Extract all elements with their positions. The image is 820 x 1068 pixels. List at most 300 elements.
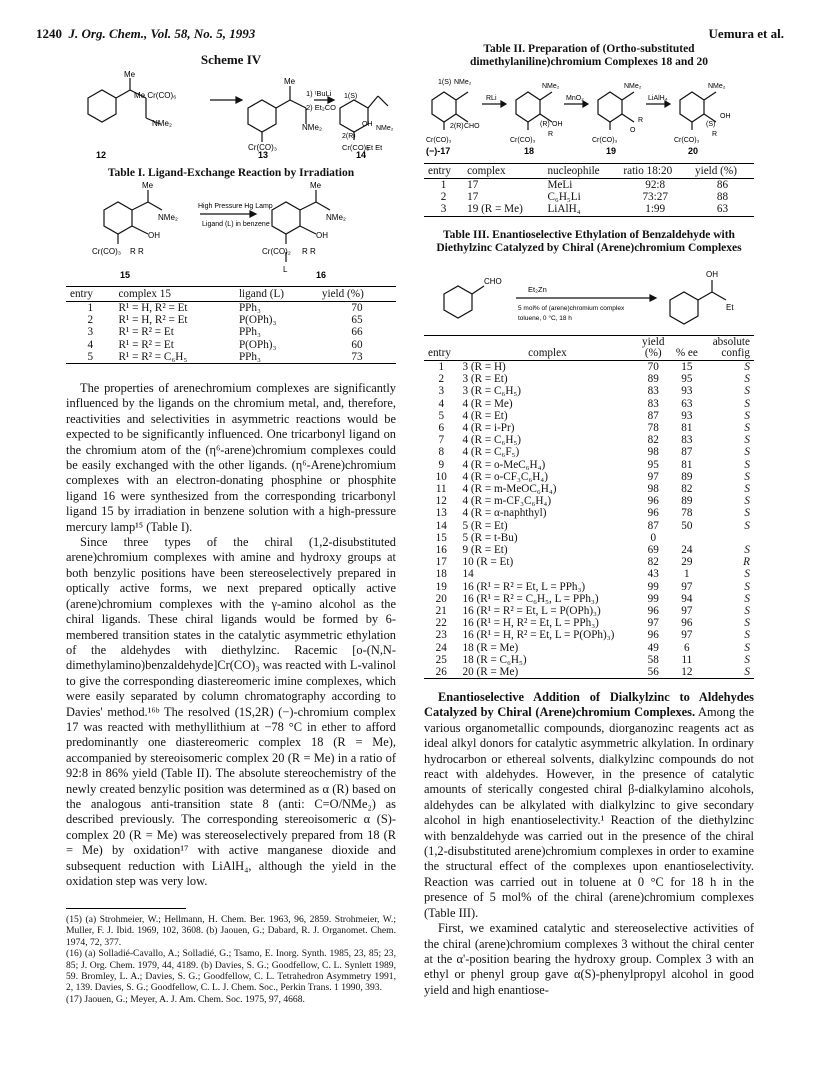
table-cell: 63 xyxy=(691,203,754,216)
table-cell: 66 xyxy=(351,326,363,339)
table-cell: PPh₃ xyxy=(235,351,318,364)
table3-label: Table III. xyxy=(443,229,490,241)
t1-nme2-left: NMe₂ xyxy=(158,213,178,222)
table-cell: 10 xyxy=(435,470,447,483)
reagent-2: 2) Et₂CO xyxy=(306,103,336,112)
table-cell: 5 (R = t-Bu) xyxy=(462,531,518,544)
stereo-2r: 2(R) xyxy=(342,133,356,140)
table-row xyxy=(424,179,754,192)
t2-stereo-a: 1(S) xyxy=(438,79,452,86)
th-ligand: ligand (L) xyxy=(235,287,318,302)
table2-label: Table II. xyxy=(483,43,526,55)
table-row xyxy=(424,422,754,434)
page-number: 1240 xyxy=(36,26,62,41)
t1-oh-left: OH xyxy=(148,231,160,240)
table-cell: S xyxy=(744,397,750,410)
paragraph xyxy=(424,690,754,921)
compound-14: 14 xyxy=(356,150,367,160)
table-header-row xyxy=(424,336,754,361)
table-cell: 8 xyxy=(438,446,445,459)
t3-oh: OH xyxy=(706,270,718,279)
table-cell: S xyxy=(744,592,750,605)
table-cell: 3 (R = C₆H₅) xyxy=(462,385,522,398)
table-cell: S xyxy=(744,580,750,593)
table-cell: 97 xyxy=(681,580,693,593)
t1-l: L xyxy=(283,265,288,274)
table-cell: 15 xyxy=(435,531,447,544)
table-cell: 4 xyxy=(438,397,445,410)
table-cell: 83 xyxy=(681,434,693,447)
table2-caption xyxy=(424,43,754,69)
table-cell: S xyxy=(744,617,750,630)
table-cell: R¹ = H, R² = Et xyxy=(118,314,188,327)
table-row xyxy=(66,351,396,364)
table-row xyxy=(424,593,754,605)
t2-oh-b: OH xyxy=(552,121,563,128)
table2 xyxy=(424,163,754,217)
table-cell: 82 xyxy=(647,434,659,447)
table-cell: S xyxy=(744,483,750,496)
table-cell: 97 xyxy=(647,617,659,630)
table-cell: S xyxy=(744,629,750,642)
t2-compound-17: (−)-17 xyxy=(426,146,451,156)
benzene-ring-13 xyxy=(248,100,276,132)
table-cell: 12 xyxy=(435,495,447,508)
table-cell: 9 xyxy=(438,458,445,471)
table-cell: S xyxy=(744,495,750,508)
table-cell: 3 xyxy=(438,385,445,398)
table-cell: 18 (R = C₆H₅) xyxy=(462,653,527,666)
t3-cho: CHO xyxy=(484,277,502,286)
th-yield: yield (%) xyxy=(691,164,754,179)
footnote-16: (16) (a) Solladié-Cavallo, A.; Solladié, G.; Tsamo, E. Inorg. Synth. 1985, 23, 85; 23, 85; J. Org. Chem. 1979, 44, 4189. (b) Davies, S. G.; Goodfellow, C. L. Synlett 1989, 59. Bromley, L. A.; Davies, S. G.; Goodfellow, C. L. Tetrahedron Asymmetry 1991, 2, 139. Davies, S. G.; Goodfellow, C. L. J. Chem. Soc., Perkin Trans. 1 1990, 393. xyxy=(66,948,396,994)
left-body-text xyxy=(66,381,396,889)
table-cell: 81 xyxy=(681,422,693,435)
paragraph: Since three types of the chiral (1,2-disubstituted arene)chromium complexes with amine and hydroxy groups at both benzylic positions have been stereoselectively prepared in optically active forms, we next prepared optically active (arene)chromium complexes with the γ-amino alcohol as the chiral ligands. These chiral ligands would be formed by 6-membered transition states in the catalytic asymmetric ethylation of the aldehydes with diethylzinc. Racemic [o-(N,N-dimethylamino)benzaldehyde]Cr(CO)₃ was reacted with L-valinol to give the corresponding diastereomeric imine complexes, which were easily separated by column chromatography according to Davies' method.¹⁶ᵇ The resolved (1S,2R) (−)-chromium complex 17 was reacted with methyllithium at −78 °C in ether to afford predominantly one diastereomeric complex 18 (R = Me), accompanied by stereoisomeric complex 20 (R = Me) in a ratio of 92:8 in 86% yield (Table II). The absolute stereochemistry of the newly created benzylic position was determined as α (R) based on the analogous anti-transition state 8 (anti: C=O/NMe₂) as described previously. The corresponding stereoisomeric α (S)-complex 20 (R = Me) was stereoselectively prepared from 18 (R = Me) by oxidation¹⁷ with active manganese dioxide and subsequent reduction with LiAlH₄, although the yield in the oxidation step was very low. xyxy=(66,535,396,888)
table-cell: S xyxy=(744,434,750,447)
table-cell: 2 xyxy=(440,191,447,204)
t2-nme2-d: NMe₂ xyxy=(708,83,726,90)
t2-r-stereo: (R) xyxy=(540,121,550,128)
table3 xyxy=(424,335,754,679)
th-entry: entry xyxy=(424,336,458,361)
table-cell: 24 xyxy=(435,641,447,654)
table-cell: R¹ = H, R² = Et xyxy=(118,302,188,314)
table-cell: R¹ = R² = Et xyxy=(118,326,174,339)
table-cell: 4 (R = α-naphthyl) xyxy=(462,507,547,520)
table-cell: S xyxy=(744,653,750,666)
table3-title: Enantioselective Ethylation of Benzaldehyde with Diethylzinc Catalyzed by Chiral (Arene)chromium Complexes xyxy=(436,229,742,254)
table-cell: 5 xyxy=(66,351,114,364)
table-row xyxy=(424,410,754,422)
table-row xyxy=(66,339,396,351)
t1-arrow-bottom: Ligand (L) in benzene xyxy=(202,221,270,228)
table-cell: 89 xyxy=(681,495,693,508)
table-cell: 3 xyxy=(87,326,94,339)
table-cell: 26 xyxy=(424,666,458,679)
table-cell: 87 xyxy=(647,519,659,532)
table-cell: 10 (R = Et) xyxy=(462,556,514,569)
t2-o-c: O xyxy=(630,127,636,134)
table-cell: 73 xyxy=(318,351,396,364)
table1 xyxy=(66,286,396,364)
th-complex: complex xyxy=(463,164,543,179)
th-nucleophile: nucleophile xyxy=(543,164,619,179)
table-cell: 3 (R = Et) xyxy=(462,373,508,386)
t3-cond1: 5 mol% of (arene)chromium complex xyxy=(518,305,625,312)
table-cell: 19 (R = Me) xyxy=(463,203,543,216)
table-cell: 5 (R = Et) xyxy=(462,519,508,532)
table-cell: S xyxy=(744,373,750,386)
paragraph: The properties of arenechromium complexes are significantly influenced by the ligands on the chromium metal, and, therefore, reactivities and selectivities in asymmetric reactions would be expected to be significantly influenced. One tricarbonyl ligand on the chromium atom of the (η⁶-arene)chromium complexes could be easily exchanged with the other ligands. (η⁶-Arene)chromium complexes with an electron-donating phosphine or phosphite ligand 16 were synthesized from the corresponding tricarbonyl ligand 15 by irradiation in benzene solution with a high-pressure mercury lamp¹⁵ (Table I). xyxy=(66,381,396,534)
stereo-1s: 1(S) xyxy=(344,93,358,100)
running-header-left xyxy=(36,26,255,42)
table-cell: 14 xyxy=(462,568,474,581)
t2-oh-d: OH xyxy=(720,113,731,120)
table-cell: 70 xyxy=(647,361,659,373)
table-row xyxy=(424,507,754,519)
table1-title: Ligand-Exchange Reaction by Irradiation xyxy=(148,167,355,179)
table-cell: 22 xyxy=(435,617,447,630)
table-cell: 87 xyxy=(647,409,659,422)
footnote-rule xyxy=(66,908,186,909)
table-cell: 5 xyxy=(438,409,445,422)
table-cell: S xyxy=(704,666,754,679)
th-yield-bottom: (%) xyxy=(644,347,662,359)
table-cell: 17 xyxy=(467,191,479,204)
table-row xyxy=(424,459,754,471)
table-cell: 6 xyxy=(684,641,690,654)
table-cell: LiAlH₄ xyxy=(543,203,619,216)
table-row xyxy=(424,361,754,374)
th-entry: entry xyxy=(424,164,463,179)
benzene-ring-12 xyxy=(88,90,116,122)
table-cell: 12 xyxy=(670,666,703,679)
table-cell: 16 xyxy=(435,544,447,557)
table-cell: 43 xyxy=(647,568,659,581)
table-cell xyxy=(670,532,703,544)
table-cell: 25 xyxy=(435,653,447,666)
table-row xyxy=(424,446,754,458)
table-cell: S xyxy=(744,446,750,459)
th-config-top: absolute xyxy=(712,336,750,348)
table-row xyxy=(424,434,754,446)
footnote-15: (15) (a) Strohmeier, W.; Hellmann, H. Chem. Ber. 1963, 96, 2859. Strohmeier, W.; Muller, F. J. Ibid. 1969, 102, 3608. (b) Jaouen, G.; Dabard, R. J. Organomet. Chem. 1974, 72, 377. xyxy=(66,914,396,948)
table-cell: 98 xyxy=(647,483,659,496)
table-cell: 7 xyxy=(438,434,445,447)
table-cell: R xyxy=(743,556,750,569)
table-cell: 96 xyxy=(647,507,659,520)
table-cell: C₆H₅Li xyxy=(547,191,581,204)
table-cell: 89 xyxy=(681,470,693,483)
t1-compound-16: 16 xyxy=(316,270,327,280)
t1-rr-left: R R xyxy=(130,247,144,256)
t3-et: Et xyxy=(726,303,734,312)
t2-nme2-c: NMe₂ xyxy=(624,83,642,90)
compound-13: 13 xyxy=(258,150,269,160)
th-complex: complex xyxy=(458,336,636,361)
table-cell: 95 xyxy=(681,373,693,386)
t2-cho: CHO xyxy=(464,123,480,130)
t2-reagent1: RLi xyxy=(486,95,497,102)
t1-arrow-top: High Pressure Hg Lamp xyxy=(198,203,273,210)
table-cell: 97 xyxy=(681,605,693,618)
table2-title: Preparation of (Ortho-substituted dimethylaniline)chromium Complexes 18 and 20 xyxy=(469,43,709,68)
th-yield xyxy=(636,336,670,361)
t2-reagent2: MnO₂ xyxy=(566,95,584,102)
paragraph-text: Among the various organometallic compounds, diorganozinc reagents act as ideal alkyl donors for catalytic asymmetric alkylation. In ordinary hydrocarbon or ethereal solvents, dialkylzinc compounds do not react with aldehydes. However, in the presence of catalytic amounts of sterically congested chiral β-dialkylamino alcohols, aldehydes can be alkylated with dialkylzinc to give secondary alcohol in high enantioselectivity.¹ Reaction of the diethylzinc with benzaldehyde was carried out in the presence of the chiral (1,2-disubstituted arene)chromium complexes in order to examine the structural effect of the complexes upon enantioselectivity. Reaction was carried out in toluene at 0 °C for 18 h in the presence of 5 mol% of the chiral (arene)chromium complexes (Table III). xyxy=(424,705,754,920)
t3-cond2: toluene, 0 °C, 18 h xyxy=(518,315,572,322)
table-cell: 4 (R = Et) xyxy=(462,409,508,422)
table-cell: R¹ = R² = Et xyxy=(118,338,174,351)
t1-cr-right: Cr(CO)₂ xyxy=(262,247,291,256)
label-nme2-13: NMe₂ xyxy=(302,123,322,132)
table-cell: S xyxy=(744,605,750,618)
table-cell: S xyxy=(744,641,750,654)
table-row xyxy=(424,203,754,216)
t2-cr-b: Cr(CO)₃ xyxy=(510,137,536,144)
table3-grid xyxy=(424,335,754,679)
table-cell: 1 xyxy=(684,568,690,581)
table-cell: 20 (R = Me) xyxy=(458,666,636,679)
right-body-text xyxy=(424,690,754,998)
table-cell: 4 (R = m-MeOC₆H₄) xyxy=(462,483,557,496)
table-header-row xyxy=(424,164,754,179)
table-cell: 13 xyxy=(435,507,447,520)
running-header-authors: Uemura et al. xyxy=(708,26,784,41)
label-oh-14: OH xyxy=(362,121,373,128)
table-cell: 16 (R¹ = R² = Et, L = P(OPh)₃) xyxy=(462,605,601,618)
table-cell: 93 xyxy=(681,409,693,422)
table-cell: S xyxy=(744,385,750,398)
table-cell: 4 (R = i-Pr) xyxy=(462,422,515,435)
table-header-row xyxy=(66,287,396,302)
table-cell: 99 xyxy=(647,592,659,605)
table1-grid xyxy=(66,286,396,364)
journal-volume: Vol. 58, No. 5, 1993 xyxy=(150,26,256,41)
table-cell: 4 xyxy=(87,338,94,351)
table-cell: 63 xyxy=(681,397,693,410)
table-row xyxy=(424,568,754,580)
reagent-1: 1) ᵗBuLi xyxy=(306,89,332,98)
table2-scheme xyxy=(424,70,754,158)
table-cell: 1 xyxy=(438,361,445,373)
table-cell: 18 (R = Me) xyxy=(462,641,519,654)
table-cell: 4 (R = m-CF₃C₆H₄) xyxy=(462,495,552,508)
table-cell: 29 xyxy=(681,556,693,569)
th-complex: complex 15 xyxy=(114,287,234,302)
table-cell: 93 xyxy=(681,385,693,398)
table-cell: 86 xyxy=(716,179,729,191)
table-cell: 18 xyxy=(435,568,447,581)
table-cell: 96 xyxy=(647,495,659,508)
table-cell: S xyxy=(744,409,750,422)
t2-stereo-b: 2(R) xyxy=(450,123,464,130)
table-cell: 96 xyxy=(647,605,659,618)
t1-nme2-right: NMe₂ xyxy=(326,213,346,222)
table-cell: 16 (R¹ = H, R² = Et, L = P(OPh)₃) xyxy=(462,629,615,642)
table-cell: 3 (R = H) xyxy=(462,361,506,373)
table-row xyxy=(424,666,754,679)
table-cell: 97 xyxy=(681,629,693,642)
table-cell: 17 xyxy=(435,556,447,569)
table-cell: 70 xyxy=(351,302,363,314)
t2-r-d: R xyxy=(712,131,718,138)
th-yield: yield (%) xyxy=(318,287,396,302)
t2-compound-20: 20 xyxy=(688,146,699,156)
table-cell: 99 xyxy=(647,580,659,593)
table-row xyxy=(424,544,754,556)
label-me-cr: Me Cr(CO)₆ xyxy=(134,91,177,100)
table-cell: S xyxy=(744,361,750,373)
table-cell: 96 xyxy=(681,617,693,630)
table-row xyxy=(424,581,754,593)
table-row xyxy=(424,385,754,397)
table-row xyxy=(424,654,754,666)
table-row xyxy=(424,605,754,617)
table-cell: 9 (R = Et) xyxy=(462,544,508,557)
table1-caption xyxy=(66,167,396,180)
table-cell: S xyxy=(744,458,750,471)
th-config-bottom: config xyxy=(721,347,750,359)
table-row xyxy=(424,373,754,385)
section-heading: Enantioselective Addition of Dialkylzinc to Aldehydes Catalyzed by Chiral (Arene)chromium Complexes. xyxy=(424,690,754,720)
paragraph: First, we examined catalytic and stereoselective activities of the chiral (arene)chromium complexes 3 without the chiral center at the α'-position bearing the hydroxy group. Complex 3 with an ethyl or phenyl group gave α(S)-phenylpropyl alcohol in good yield and high enantiose- xyxy=(424,921,754,997)
label-et-et: Et Et xyxy=(366,143,383,152)
table-row xyxy=(424,532,754,544)
table-cell: 4 (R = C₆H₅) xyxy=(462,434,522,447)
th-ee: % ee xyxy=(670,336,703,361)
label-nme2-14: NMe₂ xyxy=(376,125,394,132)
table-row xyxy=(424,483,754,495)
t1-compound-15: 15 xyxy=(120,270,131,280)
table-cell: 65 xyxy=(351,314,363,327)
table-cell: P(OPh)₃ xyxy=(238,314,277,327)
t1-me-left: Me xyxy=(142,181,154,190)
table-row xyxy=(66,302,396,315)
table-row xyxy=(424,398,754,410)
table-cell: S xyxy=(744,507,750,520)
table-row xyxy=(424,495,754,507)
table-cell: 6 xyxy=(438,422,445,435)
table-cell: 15 xyxy=(681,361,693,373)
t2-compound-18: 18 xyxy=(524,146,535,156)
table3-scheme xyxy=(424,268,754,330)
table-cell: R¹ = R² = C₆H₅ xyxy=(114,351,234,364)
table-cell: 50 xyxy=(681,519,693,532)
table-cell: 4 (R = o-CF₃C₆H₄) xyxy=(462,470,548,483)
table-cell: 23 xyxy=(435,629,447,642)
table-cell: 4 (R = o-MeC₆H₄) xyxy=(462,458,546,471)
table-cell: 58 xyxy=(647,653,659,666)
table-cell: S xyxy=(744,519,750,532)
t2-reagent3: LiAlH₄ xyxy=(648,95,668,102)
table-cell: 1:99 xyxy=(619,203,691,216)
table-row xyxy=(424,471,754,483)
table-row xyxy=(66,314,396,326)
t2-s-stereo: (S) xyxy=(706,121,716,128)
table-cell: PPh₃ xyxy=(238,326,261,339)
scheme-iv-title: Scheme IV xyxy=(200,52,262,67)
t2-cr-d: Cr(CO)₃ xyxy=(674,137,700,144)
label-cr-14: Cr(CO)₃ xyxy=(342,143,370,152)
table-cell: 83 xyxy=(647,397,659,410)
label-cr-13: Cr(CO)₃ xyxy=(248,143,278,152)
scheme-iv-graphic xyxy=(66,68,396,160)
table1-scheme xyxy=(90,180,380,280)
table2-grid xyxy=(424,163,754,217)
table-cell: 3 xyxy=(424,203,463,216)
t3-reagent: Et₂Zn xyxy=(528,285,547,294)
th-ratio: ratio 18:20 xyxy=(619,164,691,179)
table-row xyxy=(424,642,754,654)
t1-rr-right: R R xyxy=(302,247,316,256)
table-cell: 69 xyxy=(647,544,659,557)
table-cell: 1 xyxy=(440,179,447,191)
table-cell: 20 xyxy=(435,592,447,605)
table-cell: 92:8 xyxy=(645,179,666,191)
table-cell: 21 xyxy=(435,605,447,618)
table-row xyxy=(424,556,754,568)
table-row xyxy=(424,520,754,532)
table-cell: 97 xyxy=(647,470,659,483)
t1-oh-right: OH xyxy=(316,231,328,240)
table-cell: 95 xyxy=(647,458,659,471)
table-cell: MeLi xyxy=(547,179,573,191)
table-cell: 24 xyxy=(681,544,693,557)
table-cell: S xyxy=(744,544,750,557)
table-cell: 87 xyxy=(681,446,693,459)
table-cell: 56 xyxy=(636,666,670,679)
t2-cr-c: Cr(CO)₃ xyxy=(592,137,618,144)
table-cell: 49 xyxy=(647,641,659,654)
table-cell: 11 xyxy=(681,653,693,666)
table-cell: 82 xyxy=(647,556,659,569)
table-cell: 88 xyxy=(716,191,729,204)
table-cell: PPh₃ xyxy=(238,302,261,314)
table3-caption xyxy=(424,229,754,255)
table-row xyxy=(424,629,754,641)
t2-r-c: R xyxy=(638,117,644,124)
table-cell: 89 xyxy=(647,373,659,386)
table1-label: Table I. xyxy=(107,167,146,179)
t2-compound-19: 19 xyxy=(606,146,617,156)
table-cell: 11 xyxy=(435,483,447,496)
table-cell: 17 xyxy=(467,179,479,191)
table-cell: 2 xyxy=(438,373,445,386)
table-cell: 19 xyxy=(435,580,447,593)
table-cell: 4 (R = Me) xyxy=(462,397,513,410)
t2-r-b: R xyxy=(548,131,554,138)
compound-12: 12 xyxy=(96,150,107,160)
table-cell xyxy=(704,532,754,544)
label-me-13: Me xyxy=(284,77,296,86)
table-cell: 82 xyxy=(681,483,693,496)
table-cell: 16 (R¹ = R² = C₆H₅, L = PPh₃) xyxy=(462,592,599,605)
table-cell: 78 xyxy=(647,422,659,435)
t1-cr-left: Cr(CO)₃ xyxy=(92,247,122,256)
table-cell: S xyxy=(744,422,750,435)
th-yield-top: yield xyxy=(642,336,665,348)
table-cell: 83 xyxy=(647,385,659,398)
table-row xyxy=(424,191,754,203)
table-row xyxy=(66,326,396,338)
label-nme2-12: NMe₂ xyxy=(152,119,172,128)
th-config xyxy=(704,336,754,361)
table-cell: 1 xyxy=(87,302,94,314)
table-cell: 98 xyxy=(647,446,659,459)
table-cell: 60 xyxy=(351,338,363,351)
